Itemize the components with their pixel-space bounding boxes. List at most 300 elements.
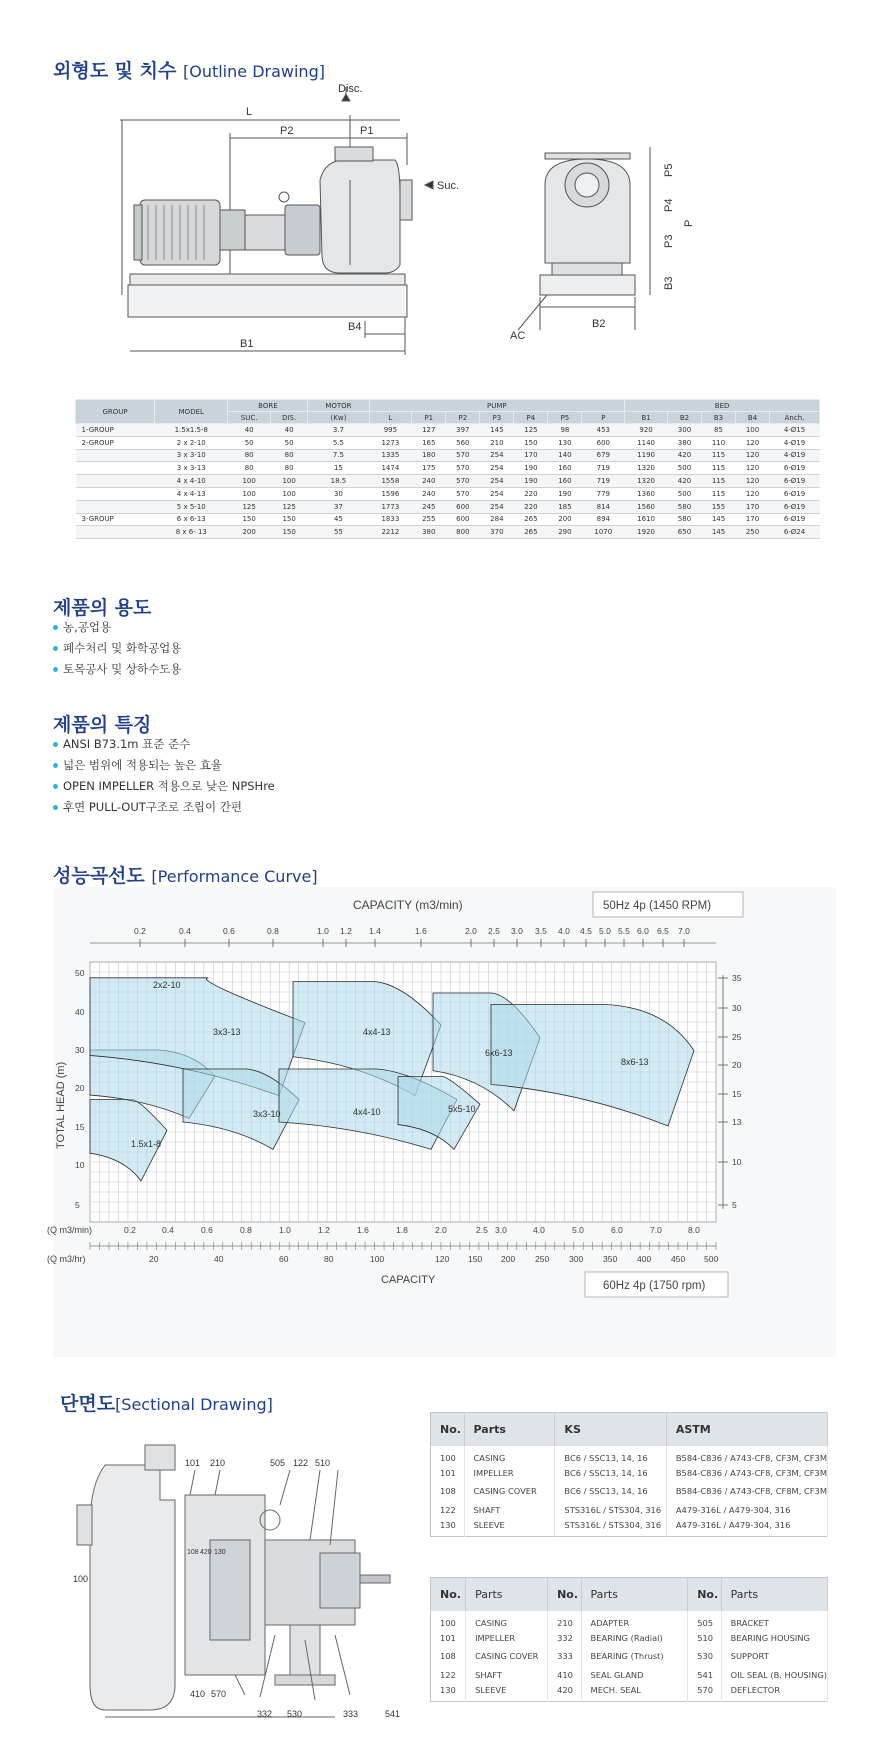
features-list bbox=[53, 734, 275, 818]
dimension-cell: 220 bbox=[514, 487, 548, 500]
dimension-row bbox=[76, 487, 820, 500]
dimension-cell: 5.5 bbox=[308, 436, 369, 449]
dim-P-label: P bbox=[683, 219, 695, 227]
table-cell: SLEEVE bbox=[464, 1519, 555, 1537]
chart-title: CAPACITY (m3/min) bbox=[353, 898, 463, 912]
th-no-1: No. bbox=[431, 1578, 466, 1611]
table-cell: MECH. SEAL bbox=[581, 1684, 688, 1702]
table-cell: B584-C836 / A743-CF8, CF3M, CF3M bbox=[666, 1446, 827, 1464]
dimension-cell: 120 bbox=[736, 436, 770, 449]
bottom-hr-tick: 500 bbox=[704, 1254, 719, 1264]
dimension-cell: 1070 bbox=[582, 526, 625, 539]
th-no: No. bbox=[431, 1413, 465, 1446]
bottom-hr-tick: 40 bbox=[214, 1254, 224, 1264]
th-P1: P1 bbox=[412, 412, 446, 424]
dimension-cell: 1474 bbox=[369, 462, 412, 475]
dimension-cell: 1320 bbox=[625, 462, 668, 475]
th-P5: P5 bbox=[548, 412, 582, 424]
dimension-cell: 6-Ø19 bbox=[770, 475, 820, 488]
table-cell: 210 bbox=[548, 1611, 581, 1629]
curve-label: 3x3-13 bbox=[213, 1027, 241, 1037]
top-tick: 5.5 bbox=[618, 926, 630, 936]
dim-B2-label: B2 bbox=[592, 318, 606, 330]
curve-label: 2x2-10 bbox=[153, 980, 181, 990]
dimension-cell: 37 bbox=[308, 500, 369, 513]
dimension-cell: 380 bbox=[412, 526, 446, 539]
dim-AC-label: AC bbox=[510, 330, 526, 342]
sectional-title-ko: 단면도 bbox=[60, 1393, 116, 1415]
th-P4: P4 bbox=[514, 412, 548, 424]
table-cell: BEARING (Radial) bbox=[581, 1629, 688, 1647]
dimension-cell: 3 x 3-13 bbox=[155, 462, 228, 475]
outline-title-en: [Outline Drawing] bbox=[182, 62, 325, 81]
dimension-cell: 125 bbox=[228, 500, 270, 513]
table-cell: SLEEVE bbox=[466, 1684, 548, 1702]
table-cell: OIL SEAL (B. HOUSING) bbox=[721, 1665, 827, 1683]
features-item: OPEN IMPELLER 적용으로 낮은 NPSHre bbox=[53, 776, 275, 797]
dimension-cell bbox=[76, 526, 155, 539]
table-cell: SEAL GLAND bbox=[581, 1665, 688, 1683]
curve-label: 6x6-13 bbox=[485, 1048, 513, 1058]
dimension-cell: 3-GROUP bbox=[76, 513, 155, 526]
callout-505: 505 bbox=[270, 1458, 286, 1468]
left-tick: 10 bbox=[75, 1160, 85, 1170]
dimension-cell: 190 bbox=[548, 487, 582, 500]
dimension-cell: 995 bbox=[369, 424, 412, 437]
dim-P2-label: P2 bbox=[280, 125, 294, 137]
curve-label: 3x3-10 bbox=[253, 1109, 281, 1119]
dimension-cell: 220 bbox=[514, 500, 548, 513]
top-tick: 4.5 bbox=[580, 926, 592, 936]
dimension-cell: 1320 bbox=[625, 475, 668, 488]
dimension-cell bbox=[76, 500, 155, 513]
table-cell: BRACKET bbox=[721, 1611, 827, 1629]
top-tick: 0.6 bbox=[223, 926, 235, 936]
dimension-cell: 240 bbox=[412, 487, 446, 500]
dimension-cell: 1273 bbox=[369, 436, 412, 449]
features-item: 넓은 범위에 적용되는 높은 효율 bbox=[53, 755, 275, 776]
usage-item: 폐수처리 및 화학공업용 bbox=[53, 638, 181, 659]
th-group: GROUP bbox=[76, 400, 155, 424]
dimension-cell: 200 bbox=[228, 526, 270, 539]
table-row bbox=[431, 1500, 828, 1518]
dimension-cell: 254 bbox=[480, 462, 514, 475]
dimension-cell: 1920 bbox=[625, 526, 668, 539]
callout-570: 570 bbox=[211, 1689, 227, 1699]
top-tick: 0.4 bbox=[179, 926, 191, 936]
th-motor-unit: (Kw) bbox=[308, 412, 369, 424]
dimension-row bbox=[76, 513, 820, 526]
th-bore: BORE bbox=[228, 400, 308, 412]
th-astm: ASTM bbox=[666, 1413, 827, 1446]
dimension-cell: 50 bbox=[228, 436, 270, 449]
dimension-cell: 580 bbox=[667, 513, 701, 526]
dimension-cell: 30 bbox=[308, 487, 369, 500]
dimension-cell: 170 bbox=[736, 513, 770, 526]
right-tick: 10 bbox=[732, 1157, 742, 1167]
dimension-cell: 115 bbox=[701, 487, 735, 500]
dimension-cell: 453 bbox=[582, 424, 625, 437]
dimension-cell: 4-Ø19 bbox=[770, 449, 820, 462]
table-row bbox=[431, 1464, 828, 1482]
dimension-cell: 6-Ø19 bbox=[770, 500, 820, 513]
bottom-min-tick: 0.4 bbox=[162, 1225, 174, 1235]
dimension-cell: 40 bbox=[270, 424, 307, 437]
curve-label: 8x6-13 bbox=[621, 1057, 649, 1067]
q-min-label: (Q m3/min) bbox=[47, 1225, 92, 1235]
dimension-cell: 779 bbox=[582, 487, 625, 500]
dimension-row bbox=[76, 436, 820, 449]
th-pump: PUMP bbox=[369, 400, 625, 412]
table-cell: 505 bbox=[688, 1611, 721, 1629]
table-cell: B584-C836 / A743-CF8, CF3M, CF3M bbox=[666, 1464, 827, 1482]
table-row bbox=[431, 1611, 828, 1629]
th-L: L bbox=[369, 412, 412, 424]
dimension-cell: 600 bbox=[582, 436, 625, 449]
dimension-cell: 265 bbox=[514, 513, 548, 526]
dimension-cell: 100 bbox=[228, 487, 270, 500]
th-P2: P2 bbox=[446, 412, 480, 424]
dimension-cell: 6 x 6-13 bbox=[155, 513, 228, 526]
left-tick: 30 bbox=[75, 1045, 85, 1055]
dimension-cell: 55 bbox=[308, 526, 369, 539]
dimension-cell: 80 bbox=[228, 449, 270, 462]
top-tick: 3.0 bbox=[511, 926, 523, 936]
table-row bbox=[431, 1629, 828, 1647]
curve-label: 1.5x1-8 bbox=[131, 1139, 162, 1149]
dimension-cell: 719 bbox=[582, 462, 625, 475]
dimension-cell: 145 bbox=[480, 424, 514, 437]
dimension-cell: 200 bbox=[548, 513, 582, 526]
dimension-cell: 15 bbox=[308, 462, 369, 475]
table-cell: BC6 / SSC13, 14, 16 bbox=[555, 1464, 666, 1482]
table-cell: BC6 / SSC13, 14, 16 bbox=[555, 1446, 666, 1464]
bottom-min-tick: 4.0 bbox=[533, 1225, 545, 1235]
dimension-cell: 265 bbox=[514, 526, 548, 539]
callout-101: 101 bbox=[185, 1458, 201, 1468]
dimension-cell: 4-Ø15 bbox=[770, 424, 820, 437]
dimension-cell: 100 bbox=[228, 475, 270, 488]
top-tick: 0.2 bbox=[134, 926, 146, 936]
dimension-cell: 80 bbox=[228, 462, 270, 475]
th-no-2: No. bbox=[548, 1578, 581, 1611]
dimension-row bbox=[76, 424, 820, 437]
dimension-cell: 45 bbox=[308, 513, 369, 526]
dimension-cell: 165 bbox=[412, 436, 446, 449]
table-row bbox=[431, 1647, 828, 1665]
th-B3: B3 bbox=[701, 412, 735, 424]
usage-item: 토목공사 및 상하수도용 bbox=[53, 659, 181, 680]
table-cell: 122 bbox=[431, 1665, 466, 1683]
dimension-cell: 115 bbox=[701, 449, 735, 462]
dimension-cell: 6-Ø19 bbox=[770, 487, 820, 500]
callout-108: 108 bbox=[187, 1549, 199, 1556]
dimension-cell: 420 bbox=[667, 449, 701, 462]
bottom-min-tick: 5.0 bbox=[572, 1225, 584, 1235]
right-tick: 20 bbox=[732, 1060, 742, 1070]
bottom-min-tick: 1.2 bbox=[318, 1225, 330, 1235]
performance-title-ko: 성능곡선도 bbox=[53, 865, 145, 887]
table-cell: BC6 / SSC13, 14, 16 bbox=[555, 1482, 666, 1500]
bottom-min-tick: 1.0 bbox=[279, 1225, 291, 1235]
table-cell: A479-316L / A479-304, 316 bbox=[666, 1500, 827, 1518]
callout-410: 410 bbox=[190, 1689, 206, 1699]
dimension-cell: 1596 bbox=[369, 487, 412, 500]
left-tick: 20 bbox=[75, 1083, 85, 1093]
left-tick: 5 bbox=[75, 1200, 80, 1210]
callout-332: 332 bbox=[257, 1709, 273, 1719]
dimension-row bbox=[76, 500, 820, 513]
bottom-min-tick: 1.6 bbox=[357, 1225, 369, 1235]
dimension-cell bbox=[76, 487, 155, 500]
table-cell: 570 bbox=[688, 1684, 721, 1702]
dimension-cell: 679 bbox=[582, 449, 625, 462]
dimension-cell: 1335 bbox=[369, 449, 412, 462]
th-dis: DIS. bbox=[270, 412, 307, 424]
bottom-min-tick: 3.0 bbox=[495, 1225, 507, 1235]
dimension-table bbox=[75, 399, 820, 539]
bottom-hr-tick: 80 bbox=[324, 1254, 334, 1264]
top-tick: 3.5 bbox=[535, 926, 547, 936]
table-cell: 101 bbox=[431, 1464, 465, 1482]
callout-122: 122 bbox=[293, 1458, 309, 1468]
dimension-cell: 2212 bbox=[369, 526, 412, 539]
dimension-cell: 240 bbox=[412, 475, 446, 488]
dimension-cell: 115 bbox=[701, 475, 735, 488]
table-cell: CASING bbox=[464, 1446, 555, 1464]
dimension-cell: 650 bbox=[667, 526, 701, 539]
materials-table bbox=[430, 1412, 828, 1537]
dimension-cell: 210 bbox=[480, 436, 514, 449]
dimension-cell: 150 bbox=[270, 513, 307, 526]
dimension-cell: 145 bbox=[701, 513, 735, 526]
bottom-min-tick: 6.0 bbox=[611, 1225, 623, 1235]
dimension-cell: 7.5 bbox=[308, 449, 369, 462]
dimension-cell: 160 bbox=[548, 462, 582, 475]
dimension-cell: 1560 bbox=[625, 500, 668, 513]
dimension-cell: 1140 bbox=[625, 436, 668, 449]
dimension-cell: 1360 bbox=[625, 487, 668, 500]
bottom-hr-tick: 300 bbox=[569, 1254, 584, 1264]
table-cell: 100 bbox=[431, 1446, 465, 1464]
dimension-cell: 4-Ø19 bbox=[770, 436, 820, 449]
table-cell: BEARING HOUSING bbox=[721, 1629, 827, 1647]
top-tick: 7.0 bbox=[678, 926, 690, 936]
usage-title: 제품의 용도 bbox=[53, 597, 152, 619]
dimension-cell bbox=[76, 449, 155, 462]
dimension-cell: 500 bbox=[667, 462, 701, 475]
dimension-cell: 4 x 4-10 bbox=[155, 475, 228, 488]
dimension-cell: 170 bbox=[736, 500, 770, 513]
right-tick: 15 bbox=[732, 1089, 742, 1099]
dimension-cell: 250 bbox=[736, 526, 770, 539]
bottom-hr-tick: 150 bbox=[468, 1254, 483, 1264]
outline-title-ko: 외형도 및 치수 bbox=[53, 60, 177, 82]
sectional-title-en: [Sectional Drawing] bbox=[115, 1395, 273, 1414]
bottom-hr-tick: 200 bbox=[501, 1254, 516, 1264]
table-cell: 332 bbox=[548, 1629, 581, 1647]
dimension-cell: 2-GROUP bbox=[76, 436, 155, 449]
bottom-hr-tick: 120 bbox=[435, 1254, 450, 1264]
bottom-hr-tick: 250 bbox=[535, 1254, 550, 1264]
curve-label: 5x5-10 bbox=[448, 1104, 476, 1114]
table-cell: SUPPORT bbox=[721, 1647, 827, 1665]
left-tick: 40 bbox=[75, 1007, 85, 1017]
parts-table bbox=[430, 1577, 828, 1702]
dimension-cell: 300 bbox=[667, 424, 701, 437]
table-cell: 410 bbox=[548, 1665, 581, 1683]
th-motor: MOTOR bbox=[308, 400, 369, 412]
dimension-cell: 3 x 3-10 bbox=[155, 449, 228, 462]
dimension-cell: 185 bbox=[548, 500, 582, 513]
top-tick: 6.5 bbox=[657, 926, 669, 936]
table-cell: 130 bbox=[431, 1684, 466, 1702]
dimension-cell: 560 bbox=[446, 436, 480, 449]
dimension-cell: 245 bbox=[412, 500, 446, 513]
dimension-cell: 80 bbox=[270, 449, 307, 462]
dimension-cell: 125 bbox=[514, 424, 548, 437]
right-tick: 30 bbox=[732, 1003, 742, 1013]
table-cell: DEFLECTOR bbox=[721, 1684, 827, 1702]
top-tick: 6.0 bbox=[637, 926, 649, 936]
th-B1: B1 bbox=[625, 412, 668, 424]
dimension-cell: 5 x 5-10 bbox=[155, 500, 228, 513]
dimension-cell bbox=[76, 462, 155, 475]
dimension-cell: 3.7 bbox=[308, 424, 369, 437]
table-cell: IMPELLER bbox=[466, 1629, 548, 1647]
table-cell: 420 bbox=[548, 1684, 581, 1702]
dimension-cell: 255 bbox=[412, 513, 446, 526]
table-row bbox=[431, 1482, 828, 1500]
outline-title bbox=[53, 56, 325, 83]
performance-chart bbox=[47, 887, 836, 1357]
dimension-cell: 800 bbox=[446, 526, 480, 539]
dimension-cell: 150 bbox=[270, 526, 307, 539]
table-cell: 530 bbox=[688, 1647, 721, 1665]
th-parts-2: Parts bbox=[581, 1578, 688, 1611]
dimension-cell: 894 bbox=[582, 513, 625, 526]
table-cell: CASING COVER bbox=[466, 1647, 548, 1665]
th-no-3: No. bbox=[688, 1578, 721, 1611]
dimension-cell bbox=[76, 475, 155, 488]
th-bed: BED bbox=[625, 400, 820, 412]
dimension-cell: 814 bbox=[582, 500, 625, 513]
dimension-row bbox=[76, 462, 820, 475]
dimension-cell: 115 bbox=[701, 462, 735, 475]
bottom-hr-tick: 60 bbox=[279, 1254, 289, 1264]
dimension-cell: 380 bbox=[667, 436, 701, 449]
dimension-cell: 180 bbox=[412, 449, 446, 462]
dimension-cell: 1610 bbox=[625, 513, 668, 526]
dimension-cell: 170 bbox=[514, 449, 548, 462]
bottom-min-tick: 0.6 bbox=[201, 1225, 213, 1235]
dimension-row bbox=[76, 449, 820, 462]
features-item: ANSI B73.1m 표준 준수 bbox=[53, 734, 275, 755]
dimension-cell: 920 bbox=[625, 424, 668, 437]
dimension-cell: 397 bbox=[446, 424, 480, 437]
table-cell: B584-C836 / A743-CF8, CF8M, CF3M bbox=[666, 1482, 827, 1500]
dimension-cell: 600 bbox=[446, 500, 480, 513]
table-cell: 333 bbox=[548, 1647, 581, 1665]
bottom-hr-tick: 450 bbox=[671, 1254, 686, 1264]
table-row bbox=[431, 1446, 828, 1464]
dimension-cell: 6-Ø19 bbox=[770, 462, 820, 475]
dim-P5-label: P5 bbox=[663, 163, 675, 177]
dimension-cell: 110 bbox=[701, 436, 735, 449]
dim-B3-label: B3 bbox=[663, 276, 675, 290]
dimension-cell: 580 bbox=[667, 500, 701, 513]
dimension-cell: 120 bbox=[736, 475, 770, 488]
table-cell: 101 bbox=[431, 1629, 466, 1647]
table-cell: 122 bbox=[431, 1500, 465, 1518]
dimension-cell: 120 bbox=[736, 449, 770, 462]
dimension-cell: 1558 bbox=[369, 475, 412, 488]
dimension-cell: 370 bbox=[480, 526, 514, 539]
dimension-cell: 6-Ø24 bbox=[770, 526, 820, 539]
callout-333: 333 bbox=[343, 1709, 359, 1719]
right-tick: 13 bbox=[732, 1117, 742, 1127]
callout-510: 510 bbox=[315, 1458, 331, 1468]
suc-label: Suc. bbox=[437, 180, 460, 192]
table-cell: SHAFT bbox=[464, 1500, 555, 1518]
legend-bottom: 60Hz 4p (1750 rpm) bbox=[603, 1280, 706, 1292]
dimension-cell: 150 bbox=[514, 436, 548, 449]
th-suc: SUC. bbox=[228, 412, 270, 424]
dimension-cell: 1-GROUP bbox=[76, 424, 155, 437]
table-row bbox=[431, 1519, 828, 1537]
bottom-min-tick: 2.5 bbox=[476, 1225, 488, 1235]
dimension-cell: 254 bbox=[480, 500, 514, 513]
dimension-cell: 500 bbox=[667, 487, 701, 500]
table-cell: IMPELLER bbox=[464, 1464, 555, 1482]
dimension-cell: 80 bbox=[270, 462, 307, 475]
table-cell: ADAPTER bbox=[581, 1611, 688, 1629]
dimension-cell: 254 bbox=[480, 487, 514, 500]
usage-list bbox=[53, 617, 181, 680]
dimension-cell: 254 bbox=[480, 475, 514, 488]
table-cell: 510 bbox=[688, 1629, 721, 1647]
bottom-min-tick: 0.2 bbox=[124, 1225, 136, 1235]
outline-drawing bbox=[100, 85, 820, 375]
dimension-row bbox=[76, 526, 820, 539]
bottom-min-tick: 2.0 bbox=[435, 1225, 447, 1235]
dimension-cell: 1833 bbox=[369, 513, 412, 526]
left-tick: 50 bbox=[75, 968, 85, 978]
th-parts: Parts bbox=[464, 1413, 555, 1446]
legend-top: 50Hz 4p (1450 RPM) bbox=[603, 900, 712, 912]
performance-title-en: [Performance Curve] bbox=[151, 867, 318, 886]
bottom-hr-tick: 20 bbox=[149, 1254, 159, 1264]
table-cell: STS316L / STS304, 316 bbox=[555, 1500, 666, 1518]
th-B4: B4 bbox=[736, 412, 770, 424]
dimension-cell: 98 bbox=[548, 424, 582, 437]
dimension-cell: 100 bbox=[270, 475, 307, 488]
dimension-cell: 100 bbox=[736, 424, 770, 437]
top-tick: 1.4 bbox=[369, 926, 381, 936]
dimension-cell: 155 bbox=[701, 500, 735, 513]
curve-label: 4x4-10 bbox=[353, 1107, 381, 1117]
right-tick: 25 bbox=[732, 1032, 742, 1042]
table-cell: A479-316L / A479-304, 316 bbox=[666, 1519, 827, 1537]
table-cell: STS316L / STS304, 316 bbox=[555, 1519, 666, 1537]
dimension-cell: 127 bbox=[412, 424, 446, 437]
features-item: 후면 PULL-OUT구조로 조립이 간편 bbox=[53, 797, 275, 818]
dimension-cell: 254 bbox=[480, 449, 514, 462]
callout-130: 130 bbox=[214, 1549, 226, 1556]
top-tick: 2.0 bbox=[465, 926, 477, 936]
dimension-cell: 600 bbox=[446, 513, 480, 526]
dimension-cell: 85 bbox=[701, 424, 735, 437]
